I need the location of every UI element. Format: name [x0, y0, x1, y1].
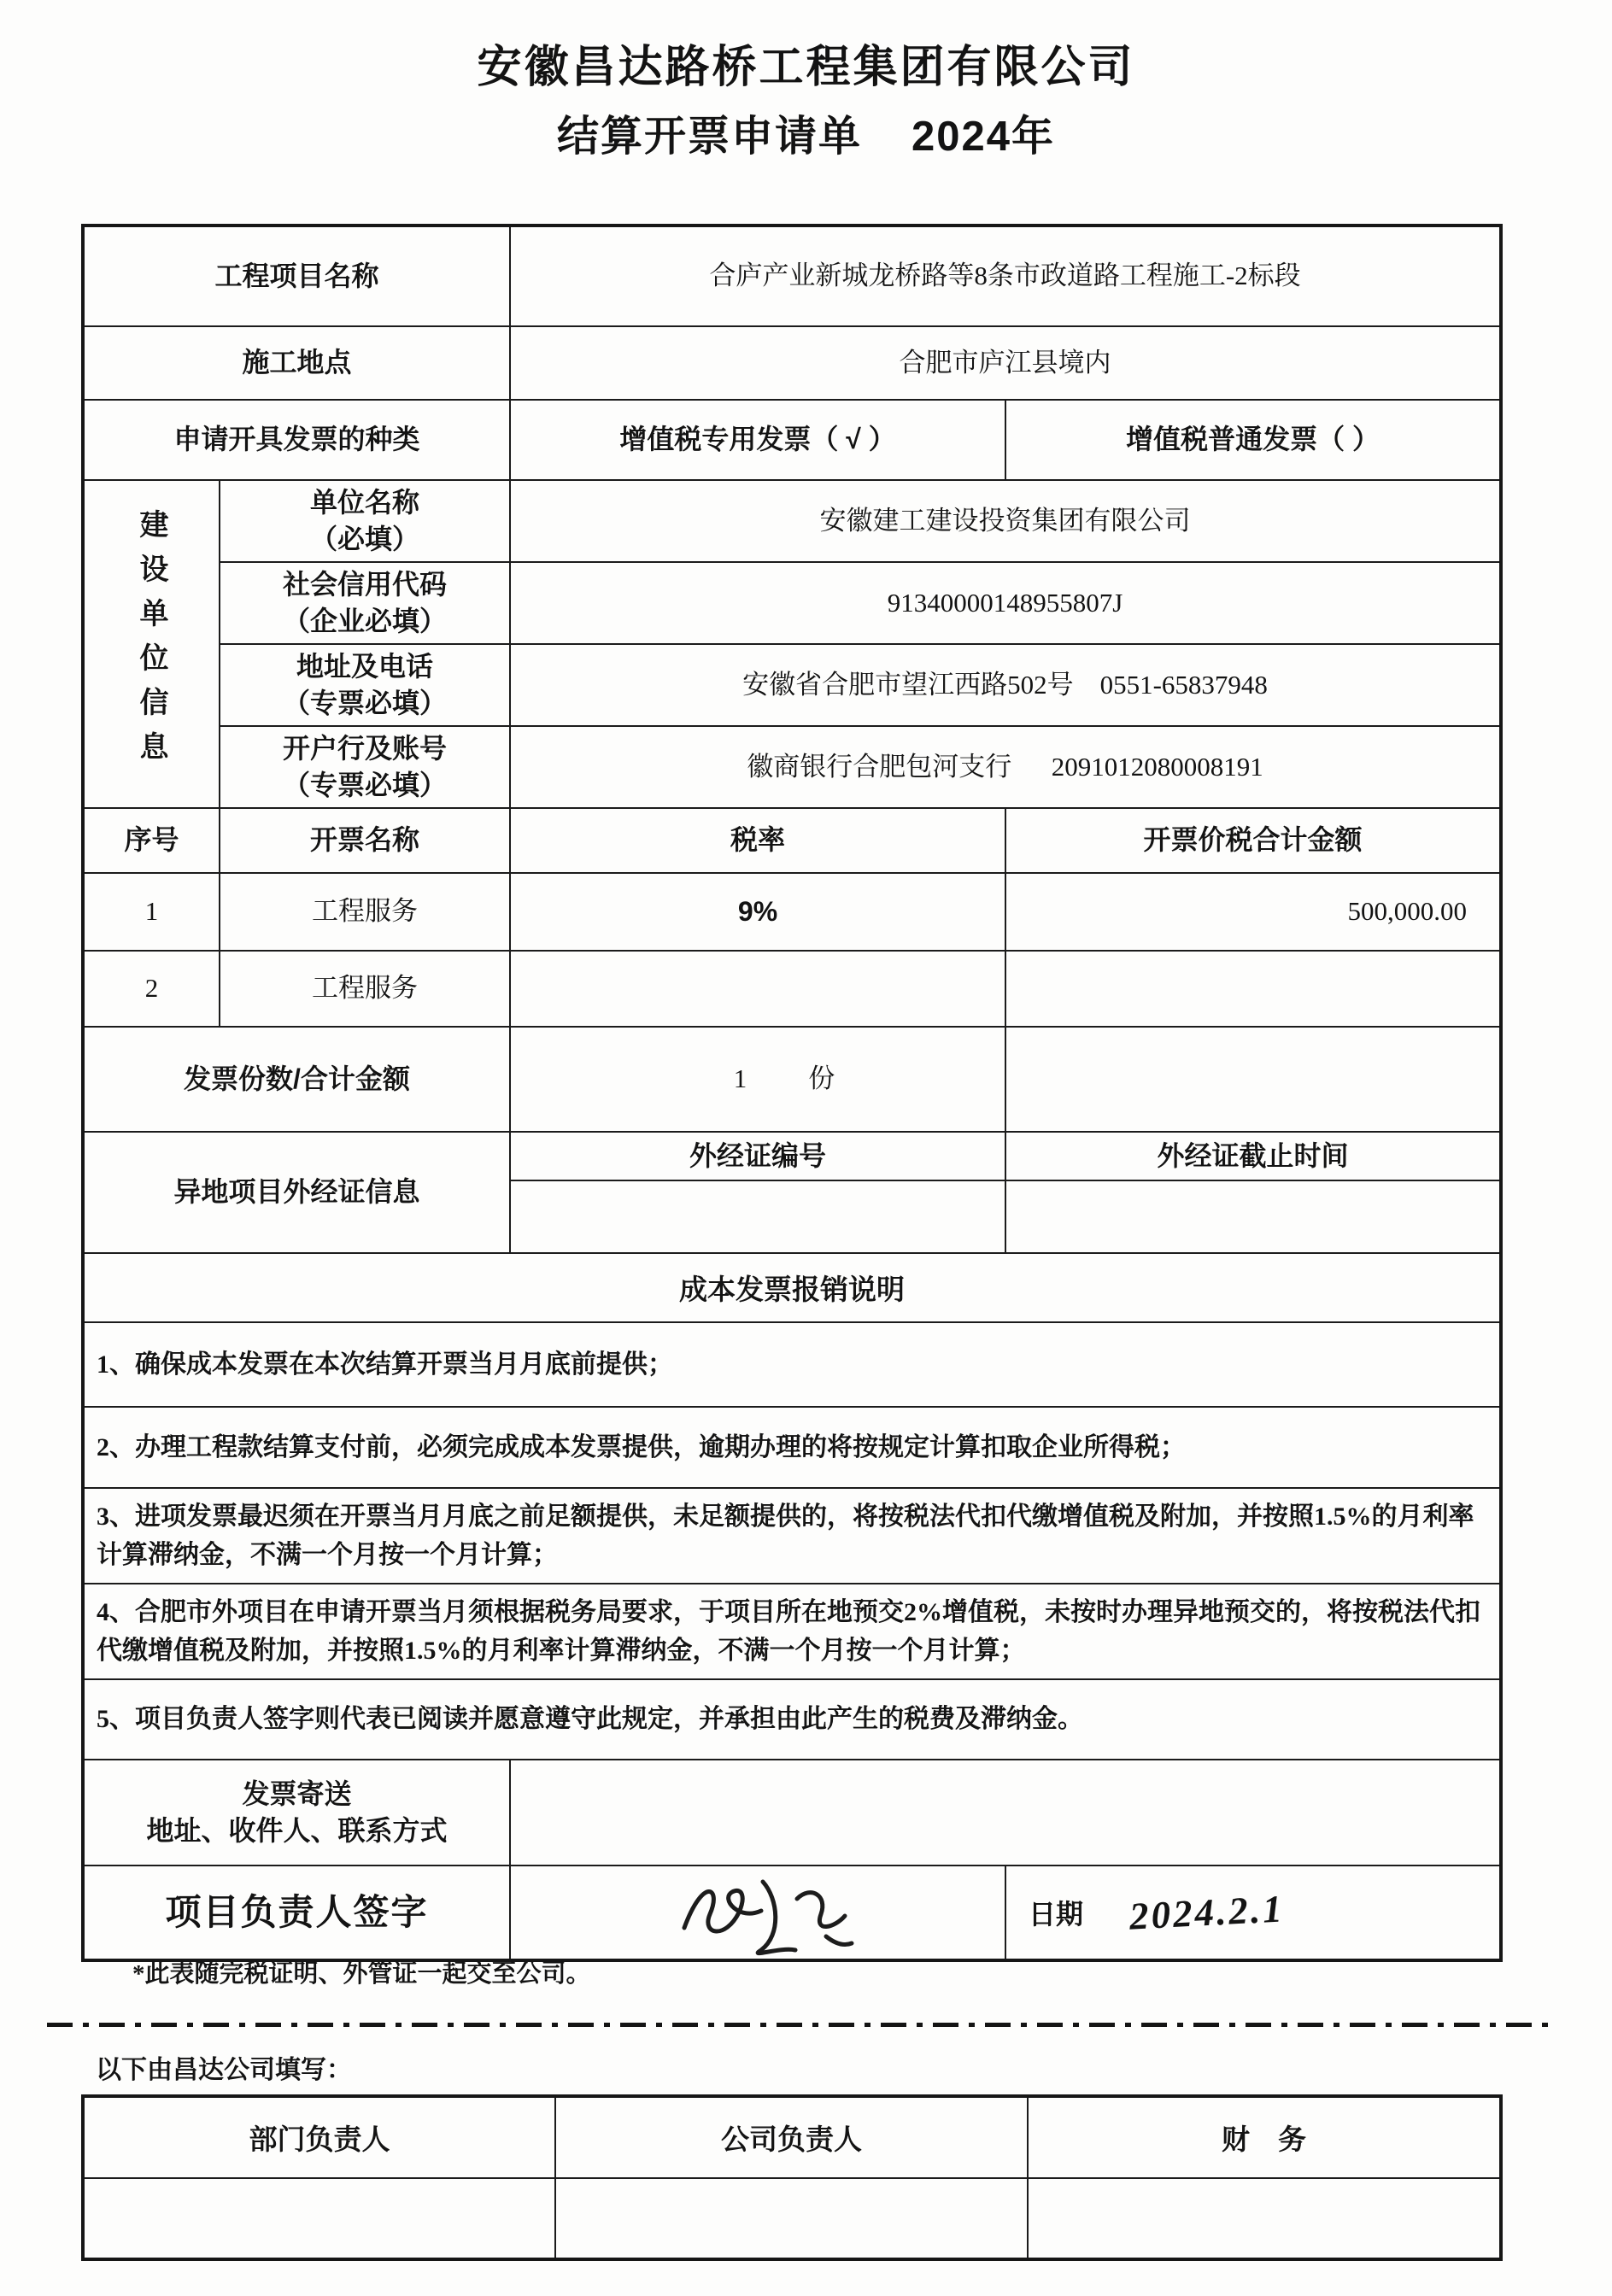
approval-table: [81, 2094, 1503, 2261]
item1-name: 工程服务: [220, 873, 510, 951]
owner-name-label-main: 单位名称: [310, 486, 420, 518]
row-location: [83, 326, 1501, 400]
permit-label: 异地项目外经证信息: [83, 1132, 510, 1253]
owner-bank-label: [220, 726, 510, 808]
permit-deadline-value: [1005, 1180, 1501, 1253]
form-title-text: 结算开票申请单: [556, 114, 862, 160]
row-signature: [83, 1866, 1501, 1960]
item2-amount: [1005, 951, 1501, 1027]
signature-cell: [510, 1866, 1005, 1960]
approval-header-row: [83, 2096, 1501, 2178]
item2-name: 工程服务: [220, 951, 510, 1027]
invoice-count-value-cell: [510, 1027, 1005, 1132]
invoice-kind-label: 申请开具发票的种类: [83, 400, 510, 480]
items-header-index: 序号: [83, 808, 220, 873]
owner-address-value: 安徽省合肥市望江西路502号 0551-65837948: [510, 644, 1501, 726]
company-title: 安徽昌达路桥工程集团有限公司: [477, 43, 1135, 92]
project-name-label: 工程项目名称: [83, 226, 510, 326]
item1-index: 1: [83, 873, 220, 951]
owner-address-label-main: 地址及电话: [296, 650, 434, 682]
signer-label: 项目负责人签字: [83, 1866, 510, 1960]
approval-empty-row: [83, 2178, 1501, 2259]
owner-name-label: [220, 480, 510, 562]
location-label: 施工地点: [83, 326, 510, 400]
owner-credit-value: 91340000148955807J: [510, 562, 1501, 644]
finance-sign-cell: [1028, 2178, 1501, 2259]
item1-rate: 9%: [510, 873, 1005, 951]
form-year: 2024年: [912, 114, 1056, 160]
owner-credit-label-sub: （企业必填）: [283, 606, 448, 636]
dept-manager-header: 部门负责人: [83, 2096, 555, 2178]
items-header-amount: 开票价税合计金额: [1005, 808, 1501, 873]
note-4: 4、合肥市外项目在申请开票当月须根据税务局要求，于项目所在地预交2%增值税，未按时办理异地预交的，将按税法代扣代缴增值税及附加，并按照1.5%的月利率计算滞纳金，不满一个月按一个月计算；: [83, 1584, 1501, 1679]
row-owner-name: [83, 480, 1501, 562]
owner-credit-label-main: 社会信用代码: [283, 568, 448, 600]
owner-group-label: 建设单位信息: [135, 508, 167, 776]
form-header: [0, 31, 1612, 163]
owner-address-label: [220, 644, 510, 726]
mailing-label-line2: 地址、收件人、联系方式: [146, 1814, 448, 1846]
notes-title: 成本发票报销说明: [83, 1253, 1501, 1322]
row-notes-title: [83, 1253, 1501, 1322]
note-1: 1、确保成本发票在本次结算开票当月月底前提供；: [83, 1322, 1501, 1407]
items-header-name: 开票名称: [220, 808, 510, 873]
row-invoice-count: [83, 1027, 1501, 1132]
owner-name-value: 安徽建工建设投资集团有限公司: [510, 480, 1501, 562]
lower-section-intro: 以下由昌达公司填写：: [96, 2056, 352, 2084]
invoice-kind-general: 增值税普通发票（ ）: [1005, 400, 1501, 480]
location-value: 合肥市庐江县境内: [510, 326, 1501, 400]
handwritten-signature-image: [659, 1863, 857, 1959]
row-items-header: [83, 808, 1501, 873]
owner-address-label-sub: （专票必填）: [283, 688, 448, 718]
owner-name-label-sub: （必填）: [310, 524, 420, 554]
invoice-count-unit: 份: [808, 1063, 835, 1094]
note-3: 3、进项发票最迟须在开票当月月底之前足额提供，未足额提供的，将按税法代扣代缴增值税及附加，并按照1.5%的月利率计算滞纳金，不满一个月按一个月计算；: [83, 1488, 1501, 1584]
company-manager-header: 公司负责人: [555, 2096, 1028, 2178]
invoice-count-amount-cell: [1005, 1027, 1501, 1132]
table-row-item-2: [83, 951, 1501, 1027]
row-invoice-kind: [83, 400, 1501, 480]
form-title: [0, 103, 1612, 163]
application-form-table: [81, 224, 1503, 1962]
row-owner-address: [83, 644, 1501, 726]
owner-credit-label: [220, 562, 510, 644]
item2-rate: [510, 951, 1005, 1027]
row-owner-bank: [83, 726, 1501, 808]
item1-amount: 500,000.00: [1005, 873, 1501, 951]
company-manager-sign-cell: [555, 2178, 1028, 2259]
mailing-label-line1: 发票寄送: [242, 1778, 352, 1809]
dept-manager-sign-cell: [83, 2178, 555, 2259]
items-header-rate: 税率: [510, 808, 1005, 873]
permit-deadline-header: 外经证截止时间: [1005, 1132, 1501, 1180]
note-2: 2、办理工程款结算支付前，必须完成成本发票提供，逾期办理的将按规定计算扣取企业所得税；: [83, 1407, 1501, 1488]
dashed-separator: [47, 2023, 1550, 2027]
mailing-label: [83, 1760, 510, 1866]
date-cell: [1005, 1866, 1501, 1960]
row-note-1: [83, 1322, 1501, 1407]
row-mailing: [83, 1760, 1501, 1866]
invoice-kind-special: 增值税专用发票（ √ ）: [510, 400, 1005, 480]
row-note-3: [83, 1488, 1501, 1584]
project-name-value: 合庐产业新城龙桥路等8条市政道路工程施工-2标段: [510, 226, 1501, 326]
invoice-count-value: 1: [733, 1063, 747, 1094]
mailing-value: [510, 1760, 1501, 1866]
permit-number-value: [510, 1180, 1005, 1253]
permit-number-header: 外经证编号: [510, 1132, 1005, 1180]
footnote: *此表随完税证明、外管证一起交至公司。: [132, 1960, 591, 1988]
owner-group-cell: [83, 480, 220, 808]
owner-bank-label-sub: （专票必填）: [283, 770, 448, 800]
row-note-4: [83, 1584, 1501, 1679]
handwritten-date-value: 2024.2.1: [1128, 1887, 1286, 1938]
row-owner-credit-code: [83, 562, 1501, 644]
invoice-count-label: 发票份数/合计金额: [83, 1027, 510, 1132]
date-label: 日期: [1029, 1898, 1084, 1930]
row-note-5: [83, 1679, 1501, 1760]
table-row-item-1: [83, 873, 1501, 951]
row-permit-headers: [83, 1132, 1501, 1180]
row-project-name: [83, 226, 1501, 326]
item2-index: 2: [83, 951, 220, 1027]
row-note-2: [83, 1407, 1501, 1488]
owner-bank-value: 徽商银行合肥包河支行 2091012080008191: [510, 726, 1501, 808]
owner-bank-label-main: 开户行及账号: [283, 732, 448, 764]
note-5: 5、项目负责人签字则代表已阅读并愿意遵守此规定，并承担由此产生的税费及滞纳金。: [83, 1679, 1501, 1760]
finance-header: 财 务: [1028, 2096, 1501, 2178]
